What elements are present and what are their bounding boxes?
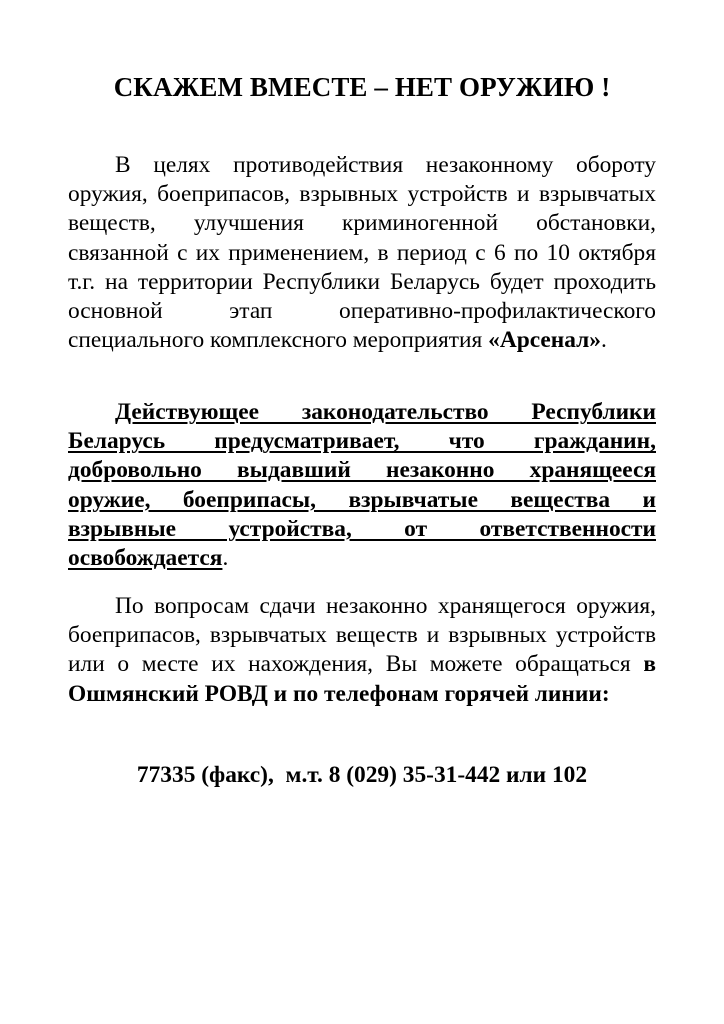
paragraph-end: . — [601, 327, 607, 354]
hotline-phones: 77335 (факс), м.т. 8 (029) 35-31-442 или 102 — [136, 762, 588, 788]
paragraph-arsenal-text: В целях противодействия незаконному обороту оружия, боеприпасов, взрывных устройств и взрывчатых веществ, улучшения криминогенной обстановки, связанной с их применением, в период с 6 по 10 октября т.г. на территории Республики Беларусь будет проходить основной этап оперативно-профилактического специального комплексного мероприятия — [68, 152, 656, 354]
contacts-highlight: в Ошмянский РОВД и по телефонам горячей линии: — [68, 651, 656, 707]
paragraph-arsenal — [68, 151, 656, 355]
paragraph-contacts-text: По вопросам сдачи незаконно хранящегося оружия, боеприпасов, взрывчатых веществ и взрывных устройств или о месте их нахождения, Вы можете обращаться — [68, 593, 656, 678]
operation-name: «Арсенал» — [488, 327, 601, 354]
paragraph-end: . — [222, 545, 229, 572]
paragraph-legislation — [68, 398, 656, 573]
paragraph-legislation-text: Действующее законодательство Республики Беларусь предусматривает, что гражданин, добровольно выдавший незаконно хранящееся оружие, боеприпасы, взрывчатые вещества и взрывные устройства, от ответственности освобождается — [68, 399, 656, 572]
document-title: СКАЖЕМ ВМЕСТЕ – НЕТ ОРУЖИЮ ! — [113, 72, 611, 102]
paragraph-contacts — [68, 592, 656, 709]
